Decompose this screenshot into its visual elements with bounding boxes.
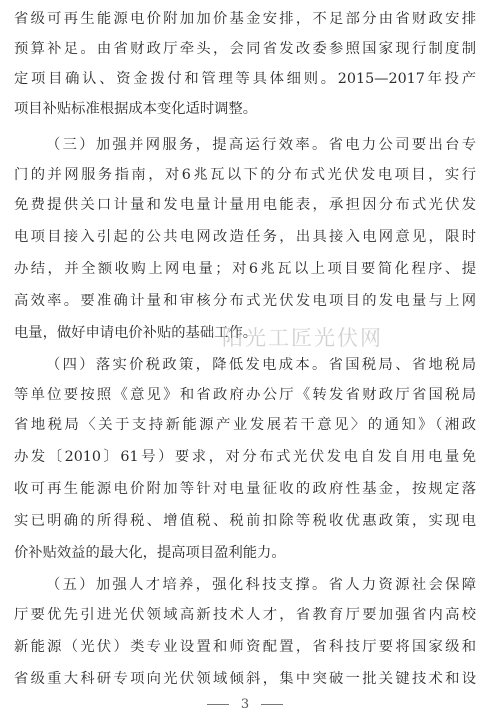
text-line: 高效率。要准确计量和审核分布式光伏发电项目的发电量与上网 — [14, 293, 476, 309]
text-line: 办结，并全额收购上网电量；对6兆瓦以上项目要简化程序、提 — [14, 261, 476, 277]
text-line: 新能源（光伏）类专业设置和师资配置，省科技厅要将国家级和 — [14, 639, 476, 655]
text-line: 电项目接入引起的公共电网改造任务，出具接入电网意见，限时 — [14, 229, 476, 245]
text-line: 实已明确的所得税、增值税、税前扣除等税收优惠政策，实现电 — [14, 513, 476, 529]
text-line: （四）落实价税政策，降低发电成本。省国税局、省地税局 — [46, 357, 476, 373]
text-line: 等单位要按照《意见》和省政府办公厅《转发省财政厅省国税局 — [14, 387, 476, 403]
text-line: 省级可再生能源电价附加加价基金安排，不足部分由省财政安排 — [14, 11, 476, 27]
text-line: 厅要优先引进光伏领域高新技术人才，省教育厅要加强省内高校 — [14, 607, 476, 623]
watermark: 阳光工匠光伏网 — [222, 326, 383, 350]
text-line: （五）加强人才培养，强化科技支撑。省人力资源社会保障 — [46, 577, 476, 593]
text-line: 收可再生能源电价附加等针对电量征收的政府性基金，按规定落 — [14, 481, 476, 497]
text-line: 省地税局〈关于支持新能源产业发展若干意见〉的通知》（湘政 — [14, 417, 476, 433]
text-line: 门的并网服务指南，对6兆瓦以下的分布式光伏发电项目，实行 — [14, 167, 476, 183]
page-number: 3 — [240, 697, 250, 712]
text-line: 办发〔2010〕61号）要求，对分布式光伏发电自发自用电量免 — [14, 449, 476, 465]
text-line: 电量，做好申请电价补贴的基础工作。 — [14, 325, 258, 341]
text-line: 定项目确认、资金拨付和管理等具体细则。2015—2017年投产 — [14, 71, 476, 87]
text-line: 免费提供关口计量和发电量计量用电能表，承担因分布式光伏发 — [14, 197, 476, 213]
text-line: 价补贴效益的最大化，提高项目盈利能力。 — [14, 545, 286, 561]
text-line: 省级重大科研专项向光伏领域倾斜，集中突破一批关键技术和设 — [14, 671, 476, 687]
footer-dash-left — [207, 704, 229, 705]
text-line: （三）加强并网服务，提高运行效率。省电力公司要出台专 — [46, 137, 476, 153]
text-line: 预算补足。由省财政厅牵头，会同省发改委参照国家现行制度制 — [14, 41, 476, 57]
footer-dash-right — [261, 704, 283, 705]
text-line: 项目补贴标准根据成本变化适时调整。 — [14, 101, 258, 117]
page-footer — [0, 697, 490, 717]
